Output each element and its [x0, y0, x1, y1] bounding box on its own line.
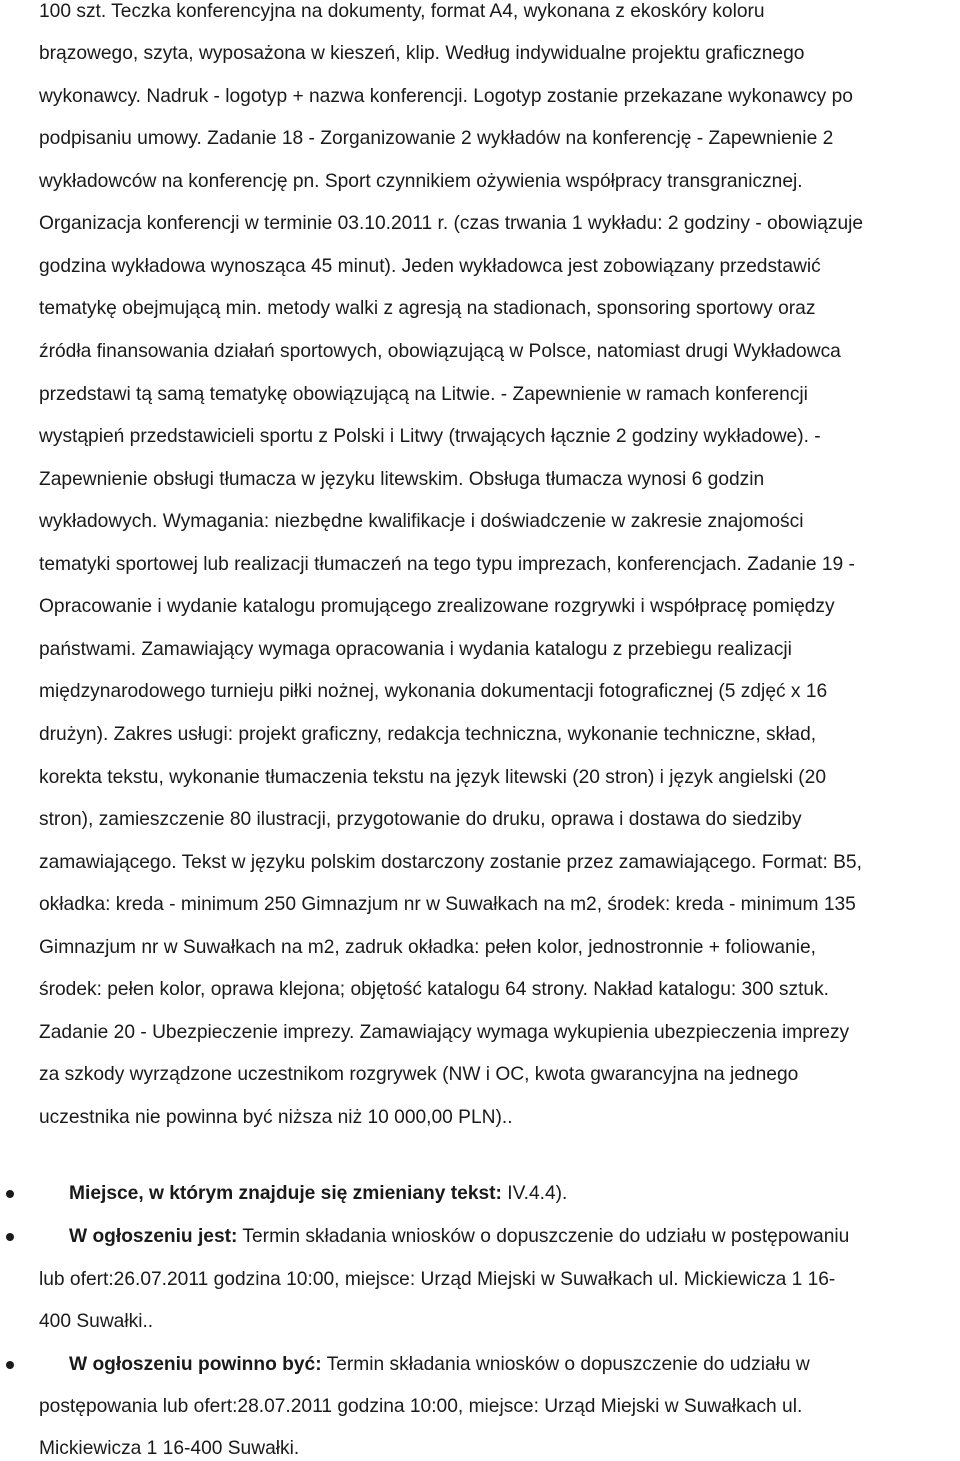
bullet-line — [69, 1225, 849, 1249]
paragraph-line: drużyn). Zakres usługi: projekt graficzny, redakcja techniczna, wykonanie techniczne, skład, — [39, 724, 817, 745]
paragraph-line: Organizacja konferencji w terminie 03.10.2011 r. (czas trwania 1 wykładu: 2 godziny - obowiązuje — [39, 213, 864, 234]
paragraph-line: tematykę obejmującą min. metody walki z agresją na stadionach, sponsoring sportowy oraz — [39, 298, 816, 319]
bullet-text: Termin składania wniosków o dopuszczenie do udziału w postępowaniu — [237, 1226, 850, 1247]
paragraph-line: wykładowców na konferencję pn. Sport czynnikiem ożywienia współpracy transgranicznej. — [39, 171, 803, 192]
paragraph-line: 100 szt. Teczka konferencyjna na dokumenty, format A4, wykonana z ekoskóry koloru — [39, 1, 765, 22]
paragraph-line: za szkody wyrządzone uczestnikom rozgrywek (NW i OC, kwota gwarancyjna na jednego — [39, 1064, 799, 1085]
paragraph-line: przedstawi tą samą tematykę obowiązującą na Litwie. - Zapewnienie w ramach konferencji — [39, 384, 808, 405]
paragraph-line: wykonawcy. Nadruk - logotyp + nazwa konferencji. Logotyp zostanie przekazane wykonawcy po — [39, 86, 853, 107]
bullet-icon — [6, 1233, 14, 1241]
bullet-text: IV.4.4). — [501, 1183, 568, 1204]
paragraph-line: zamawiającego. Tekst w języku polskim dostarczony zostanie przez zamawiającego. Format: B5, — [39, 852, 862, 873]
bullet-line — [69, 1353, 810, 1377]
bullet-line: Mickiewicza 1 16-400 Suwałki. — [39, 1438, 300, 1459]
paragraph-line: państwami. Zamawiający wymaga opracowania i wydania katalogu z przebiegu realizacji — [39, 639, 792, 660]
paragraph-line: Zapewnienie obsługi tłumacza w języku litewskim. Obsługa tłumacza wynosi 6 godzin — [39, 469, 765, 490]
bullet-line: postępowania lub ofert:28.07.2011 godzina 10:00, miejsce: Urząd Miejski w Suwałkach ul. — [39, 1396, 803, 1417]
paragraph-line: międzynarodowego turnieju piłki nożnej, wykonania dokumentacji fotograficznej (5 zdjęć x 16 — [39, 681, 828, 702]
paragraph-line: środek: pełen kolor, oprawa klejona; objętość katalogu 64 strony. Nakład katalogu: 300 sztuk. — [39, 979, 830, 1000]
paragraph-line: uczestnika nie powinna być niższa niż 10 000,00 PLN).. — [39, 1107, 513, 1128]
paragraph-line: tematyki sportowej lub realizacji tłumaczeń na tego typu imprezach, konferencjach. Zadanie 19 - — [39, 554, 855, 575]
bullet-label: Miejsce, w którym znajduje się zmieniany tekst: — [69, 1183, 502, 1204]
paragraph-line: Gimnazjum nr w Suwałkach na m2, zadruk okładka: pełen kolor, jednostronnie + foliowanie, — [39, 937, 816, 958]
paragraph-line: brązowego, szyta, wyposażona w kieszeń, klip. Według indywidualne projektu graficznego — [39, 43, 805, 64]
paragraph-line: źródła finansowania działań sportowych, obowiązującą w Polsce, natomiast drugi Wykładowca — [39, 341, 841, 362]
bullet-label: W ogłoszeniu jest: — [69, 1226, 238, 1247]
paragraph-line: okładka: kreda - minimum 250 Gimnazjum nr w Suwałkach na m2, środek: kreda - minimum 135 — [39, 894, 856, 915]
bullet-label: W ogłoszeniu powinno być: — [69, 1354, 322, 1375]
bullet-line: lub ofert:26.07.2011 godzina 10:00, miejsce: Urząd Miejski w Suwałkach ul. Mickiewicza 1 16- — [39, 1269, 836, 1290]
bullet-icon — [6, 1361, 14, 1369]
paragraph-line: podpisaniu umowy. Zadanie 18 - Zorganizowanie 2 wykładów na konferencję - Zapewnienie 2 — [39, 128, 834, 149]
paragraph-line: stron), zamieszczenie 80 ilustracji, przygotowanie do druku, oprawa i dostawa do siedziby — [39, 809, 802, 830]
paragraph-line: Opracowanie i wydanie katalogu promującego zrealizowane rozgrywki i współpracę pomiędzy — [39, 596, 835, 617]
paragraph-line: godzina wykładowa wynosząca 45 minut). Jeden wykładowca jest zobowiązany przedstawić — [39, 256, 821, 277]
paragraph-line: wykładowych. Wymagania: niezbędne kwalifikacje i doświadczenie w zakresie znajomości — [39, 511, 804, 532]
paragraph-line: wystąpień przedstawicieli sportu z Polski i Litwy (trwających łącznie 2 godziny wykładowe). - — [39, 426, 821, 447]
bullet-text: Termin składania wniosków o dopuszczenie do udziału w — [321, 1354, 810, 1375]
bullet-line: 400 Suwałki.. — [39, 1311, 154, 1332]
paragraph-line: korekta tekstu, wykonanie tłumaczenia tekstu na język litewski (20 stron) i język angielski (20 — [39, 767, 827, 788]
bullet-line — [69, 1182, 567, 1206]
bullet-icon — [6, 1190, 14, 1198]
paragraph-line: Zadanie 20 - Ubezpieczenie imprezy. Zamawiający wymaga wykupienia ubezpieczenia imprezy — [39, 1022, 850, 1043]
